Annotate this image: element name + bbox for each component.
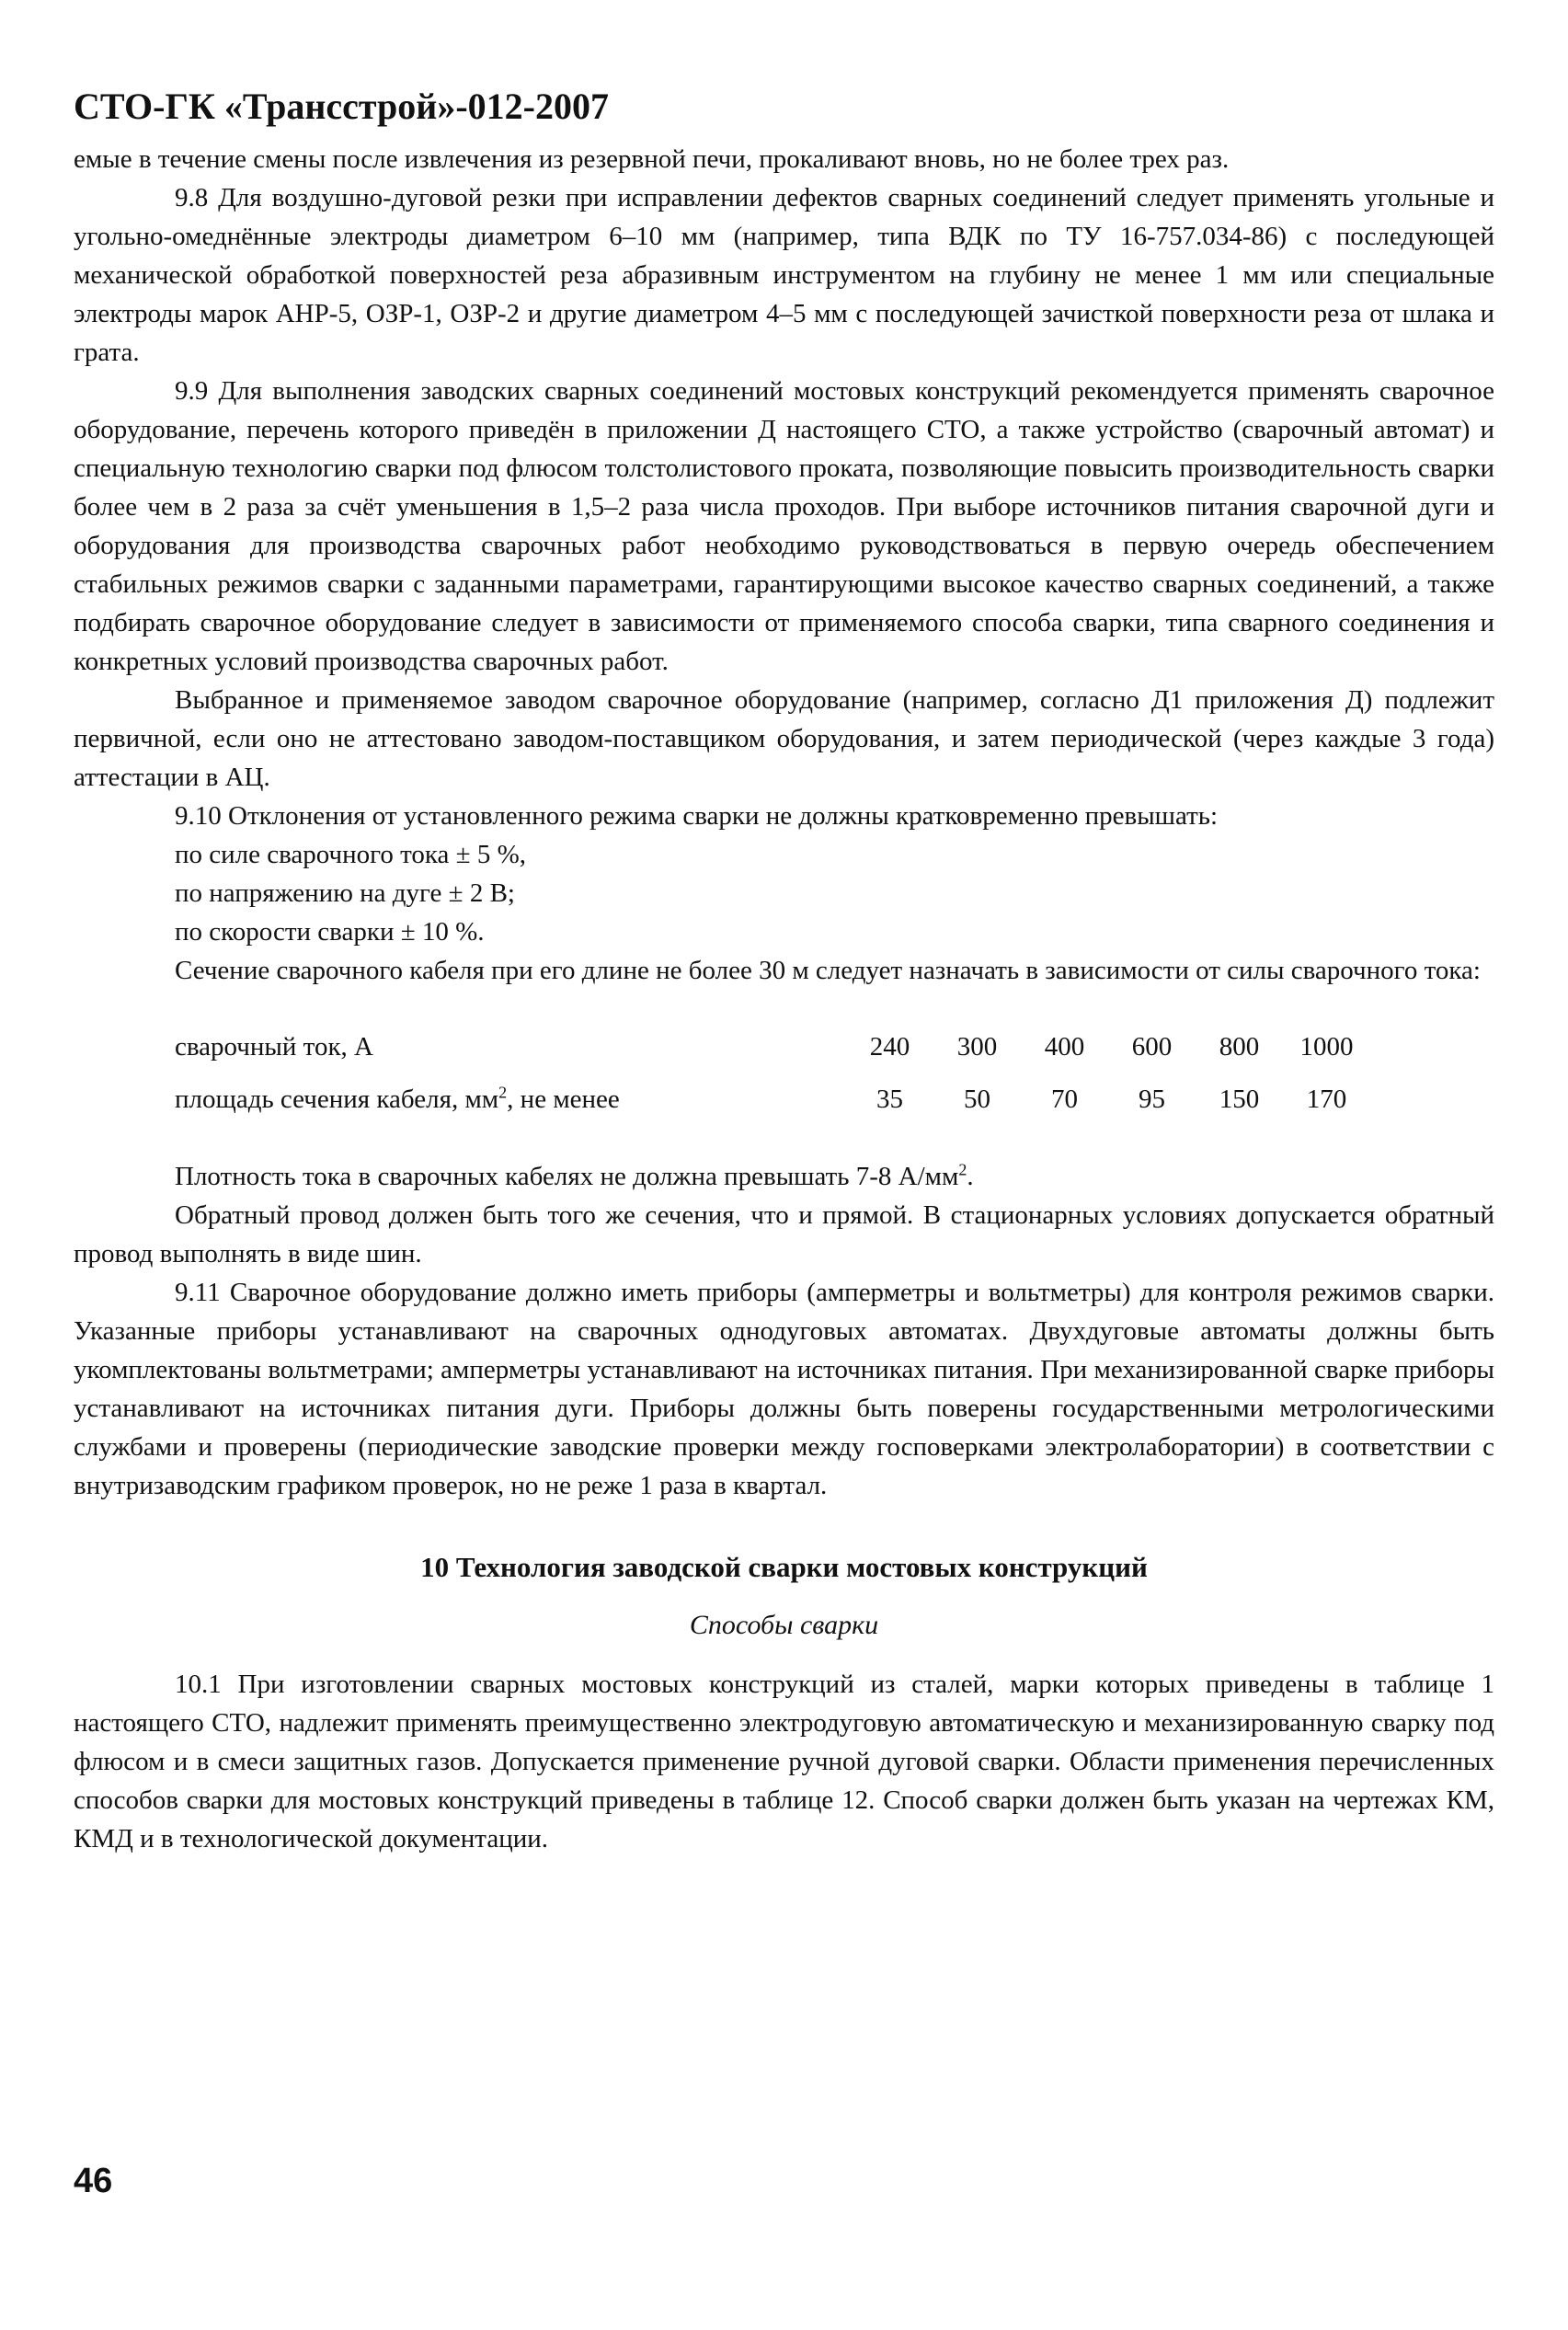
table-cell: 400 [1044, 1032, 1085, 1062]
table-cell: 600 [1131, 1032, 1173, 1062]
paragraph-10-1: 10.1 При изготовлении сварных мостовых конструкций из сталей, марки которых приведены в таблице 1 настоящего СТО, надлежит применять преимущественно электродуговую автоматическую и механизированную сварку под флюсом и в смеси защитных газов. Допускается применение ручной дуговой сварки. Области применения перечисленных способов сварки для мостовых конструкций приведены в таблице 12. Способ сварки должен быть указан на чертежах КМ, КМД и в технологической документации. [74, 1670, 1494, 1854]
table-row-label [175, 1073, 846, 1126]
table-row-label: сварочный ток, А [175, 1032, 373, 1062]
table-cell: 300 [956, 1032, 998, 1062]
table-row [175, 1073, 1370, 1126]
table-cell: 240 [869, 1032, 910, 1062]
document-page [74, 83, 1494, 1858]
table-row [175, 1021, 1370, 1073]
paragraph-9-10: 9.10 Отклонения от установленного режима сварки не должны кратковременно превышать: [175, 801, 1219, 831]
table-cell: 150 [1219, 1085, 1260, 1114]
deviation-voltage: по напряжению на дуге ± 2 В; [175, 878, 515, 908]
cable-section-table [175, 1021, 1370, 1126]
paragraph-9-9: 9.9 Для выполнения заводских сварных соединений мостовых конструкций рекомендуется применять сварочное оборудование, перечень которого приведён в приложении Д настоящего СТО, а также устройство (сварочный автомат) и специальную технологию сварки под флюсом толстолистового проката, позволяющие повысить производительность сварки более чем в 2 раза за счёт уменьшения в 1,5–2 раза числа проходов. При выборе источников питания сварочной дуги и оборудования для производства сварочных работ необходимо руководствоваться в первую очередь обеспечением стабильных режимов сварки с заданными параметрами, гарантирующими высокое качество сварных соединений, а также подбирать сварочное оборудование следует в зависимости от применяемого способа сварки, типа сварного соединения и конкретных условий производства сварочных работ. [74, 376, 1494, 676]
deviation-speed: по скорости сварки ± 10 %. [175, 917, 485, 947]
page-number: 46 [74, 2162, 113, 2200]
paragraph-selected-equipment: Выбранное и применяемое заводом сварочное оборудование (например, согласно Д1 приложения Д) подлежит первичной, если оно не аттестовано заводом-поставщиком оборудования, и затем периодической (через каждые 3 года) аттестации в АЦ. [74, 685, 1494, 792]
table-cell: 70 [1051, 1085, 1078, 1114]
paragraph-cable-section: Сечение сварочного кабеля при его длине не более 30 м следует назначать в зависимости от силы сварочного тока: [175, 956, 1481, 985]
deviation-current: по силе сварочного тока ± 5 %, [175, 840, 526, 869]
table-cell: 50 [964, 1085, 990, 1114]
section-10-title: 10 Технология заводской сварки мостовых конструкций [420, 1551, 1148, 1583]
table-cell: 35 [876, 1085, 903, 1114]
density-superscript: 2 [958, 1160, 967, 1179]
document-code-header: СТО-ГК «Трансстрой»-012-2007 [74, 86, 609, 127]
paragraph-9-11: 9.11 Сварочное оборудование должно иметь приборы (амперметры и вольтметры) для контроля режимов сварки. Указанные приборы устанавливают на сварочных однодуговых автоматах. Двухдуговые автоматы должны быть укомплектованы вольтметрами; амперметры устанавливают на источниках питания. При механизированной сварке приборы устанавливают на источниках питания дуги. Приборы должны быть поверены государственными метрологическими службами и проверены (периодические заводские проверки между госповерками электролаборатории) в соответствии с внутризаводским графиком проверок, но не реже 1 раза в квартал. [74, 1278, 1494, 1500]
density-end: . [967, 1162, 974, 1191]
paragraph-9-8: 9.8 Для воздушно-дуговой резки при исправлении дефектов сварных соединений следует применять угольные и угольно-омеднённые электроды диаметром 6–10 мм (например, типа ВДК по ТУ 16-757.034-86) с последующей механической обработкой поверхностей реза абразивным инструментом на глубину не менее 1 мм или специальные электроды марок АНР-5, ОЗР-1, ОЗР-2 и другие диаметром 4–5 мм с последующей зачисткой поверхности реза от шлака и грата. [74, 183, 1494, 367]
label-text-end: , не менее [507, 1085, 620, 1114]
table-cell: 1000 [1299, 1032, 1354, 1062]
table-cell: 170 [1306, 1085, 1347, 1114]
label-superscript: 2 [498, 1083, 508, 1102]
paragraph-continuation: емые в течение смены после извлечения из резервной печи, прокаливают вновь, но не более трех раз. [74, 144, 1230, 174]
paragraph-return-wire: Обратный провод должен быть того же сечения, что и прямой. В стационарных условиях допускается обратный провод выполнять в виде шин. [74, 1200, 1494, 1268]
table-cell: 95 [1139, 1085, 1165, 1114]
subsection-title: Способы сварки [689, 1610, 879, 1640]
density-text: Плотность тока в сварочных кабелях не должна превышать 7-8 А/мм [175, 1162, 959, 1191]
table-cell: 800 [1219, 1032, 1260, 1062]
paragraph-current-density [74, 1157, 1494, 1196]
label-text: площадь сечения кабеля, мм [175, 1085, 499, 1114]
